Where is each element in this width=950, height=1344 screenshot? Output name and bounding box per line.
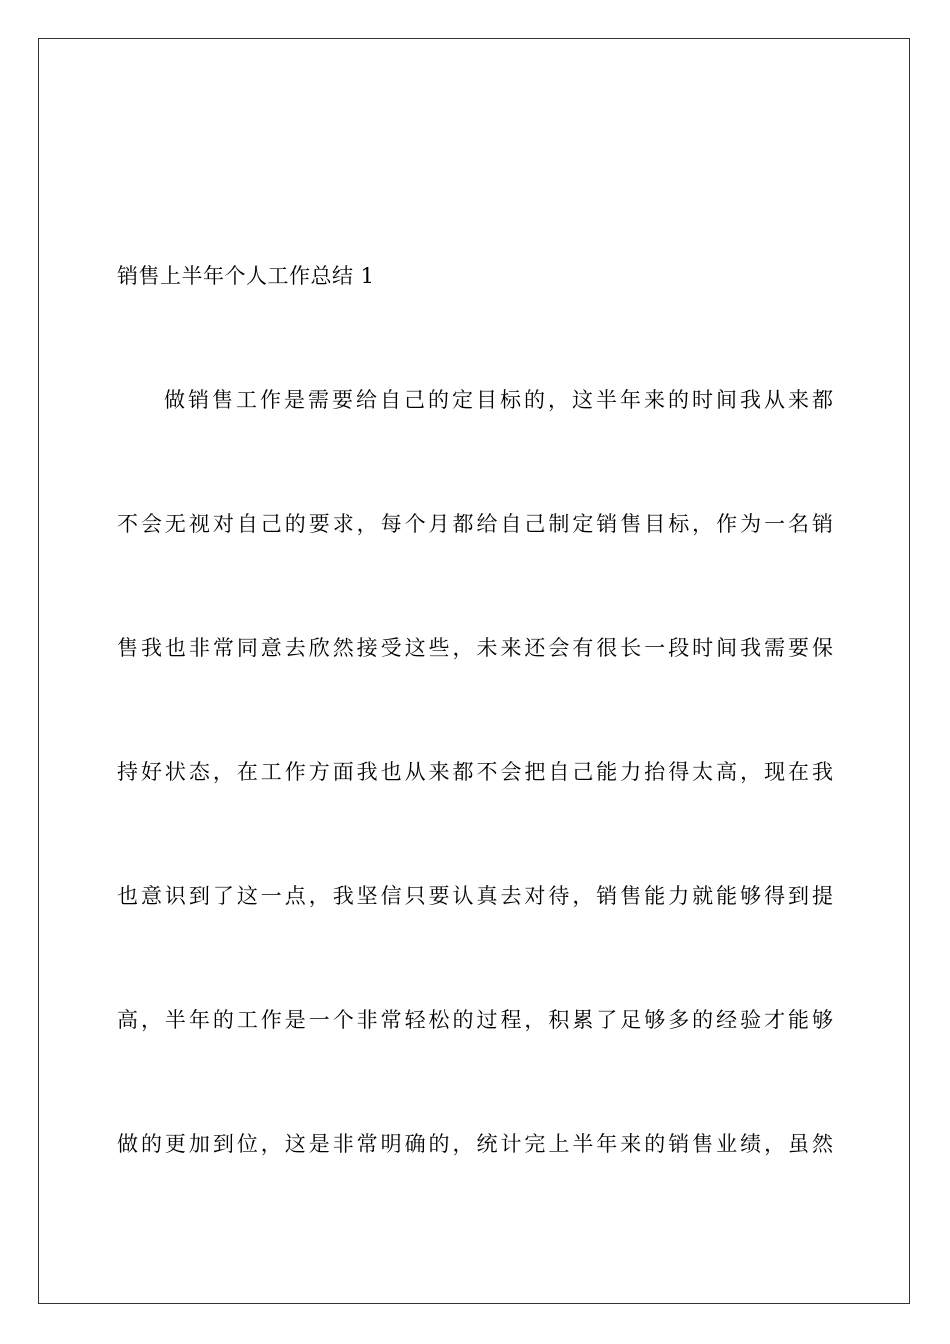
paragraph-line: 做的更加到位，这是非常明确的，统计完上半年来的销售业绩，虽然 bbox=[117, 1132, 833, 1156]
paragraph-line: 也意识到了这一点，我坚信只要认真去对待，销售能力就能够得到提 bbox=[117, 884, 833, 908]
paragraph-line: 高，半年的工作是一个非常轻松的过程，积累了足够多的经验才能够 bbox=[117, 1008, 833, 1032]
page-border bbox=[38, 38, 910, 1304]
paragraph-line: 做销售工作是需要给自己的定目标的，这半年来的时间我从来都 bbox=[164, 388, 833, 412]
paragraph-line: 持好状态，在工作方面我也从来都不会把自己能力抬得太高，现在我 bbox=[117, 760, 833, 784]
paragraph-line: 不会无视对自己的要求，每个月都给自己制定销售目标，作为一名销 bbox=[117, 512, 833, 536]
document-title: 销售上半年个人工作总结 1 bbox=[117, 264, 375, 288]
paragraph-line: 售我也非常同意去欣然接受这些，未来还会有很长一段时间我需要保 bbox=[117, 636, 833, 660]
